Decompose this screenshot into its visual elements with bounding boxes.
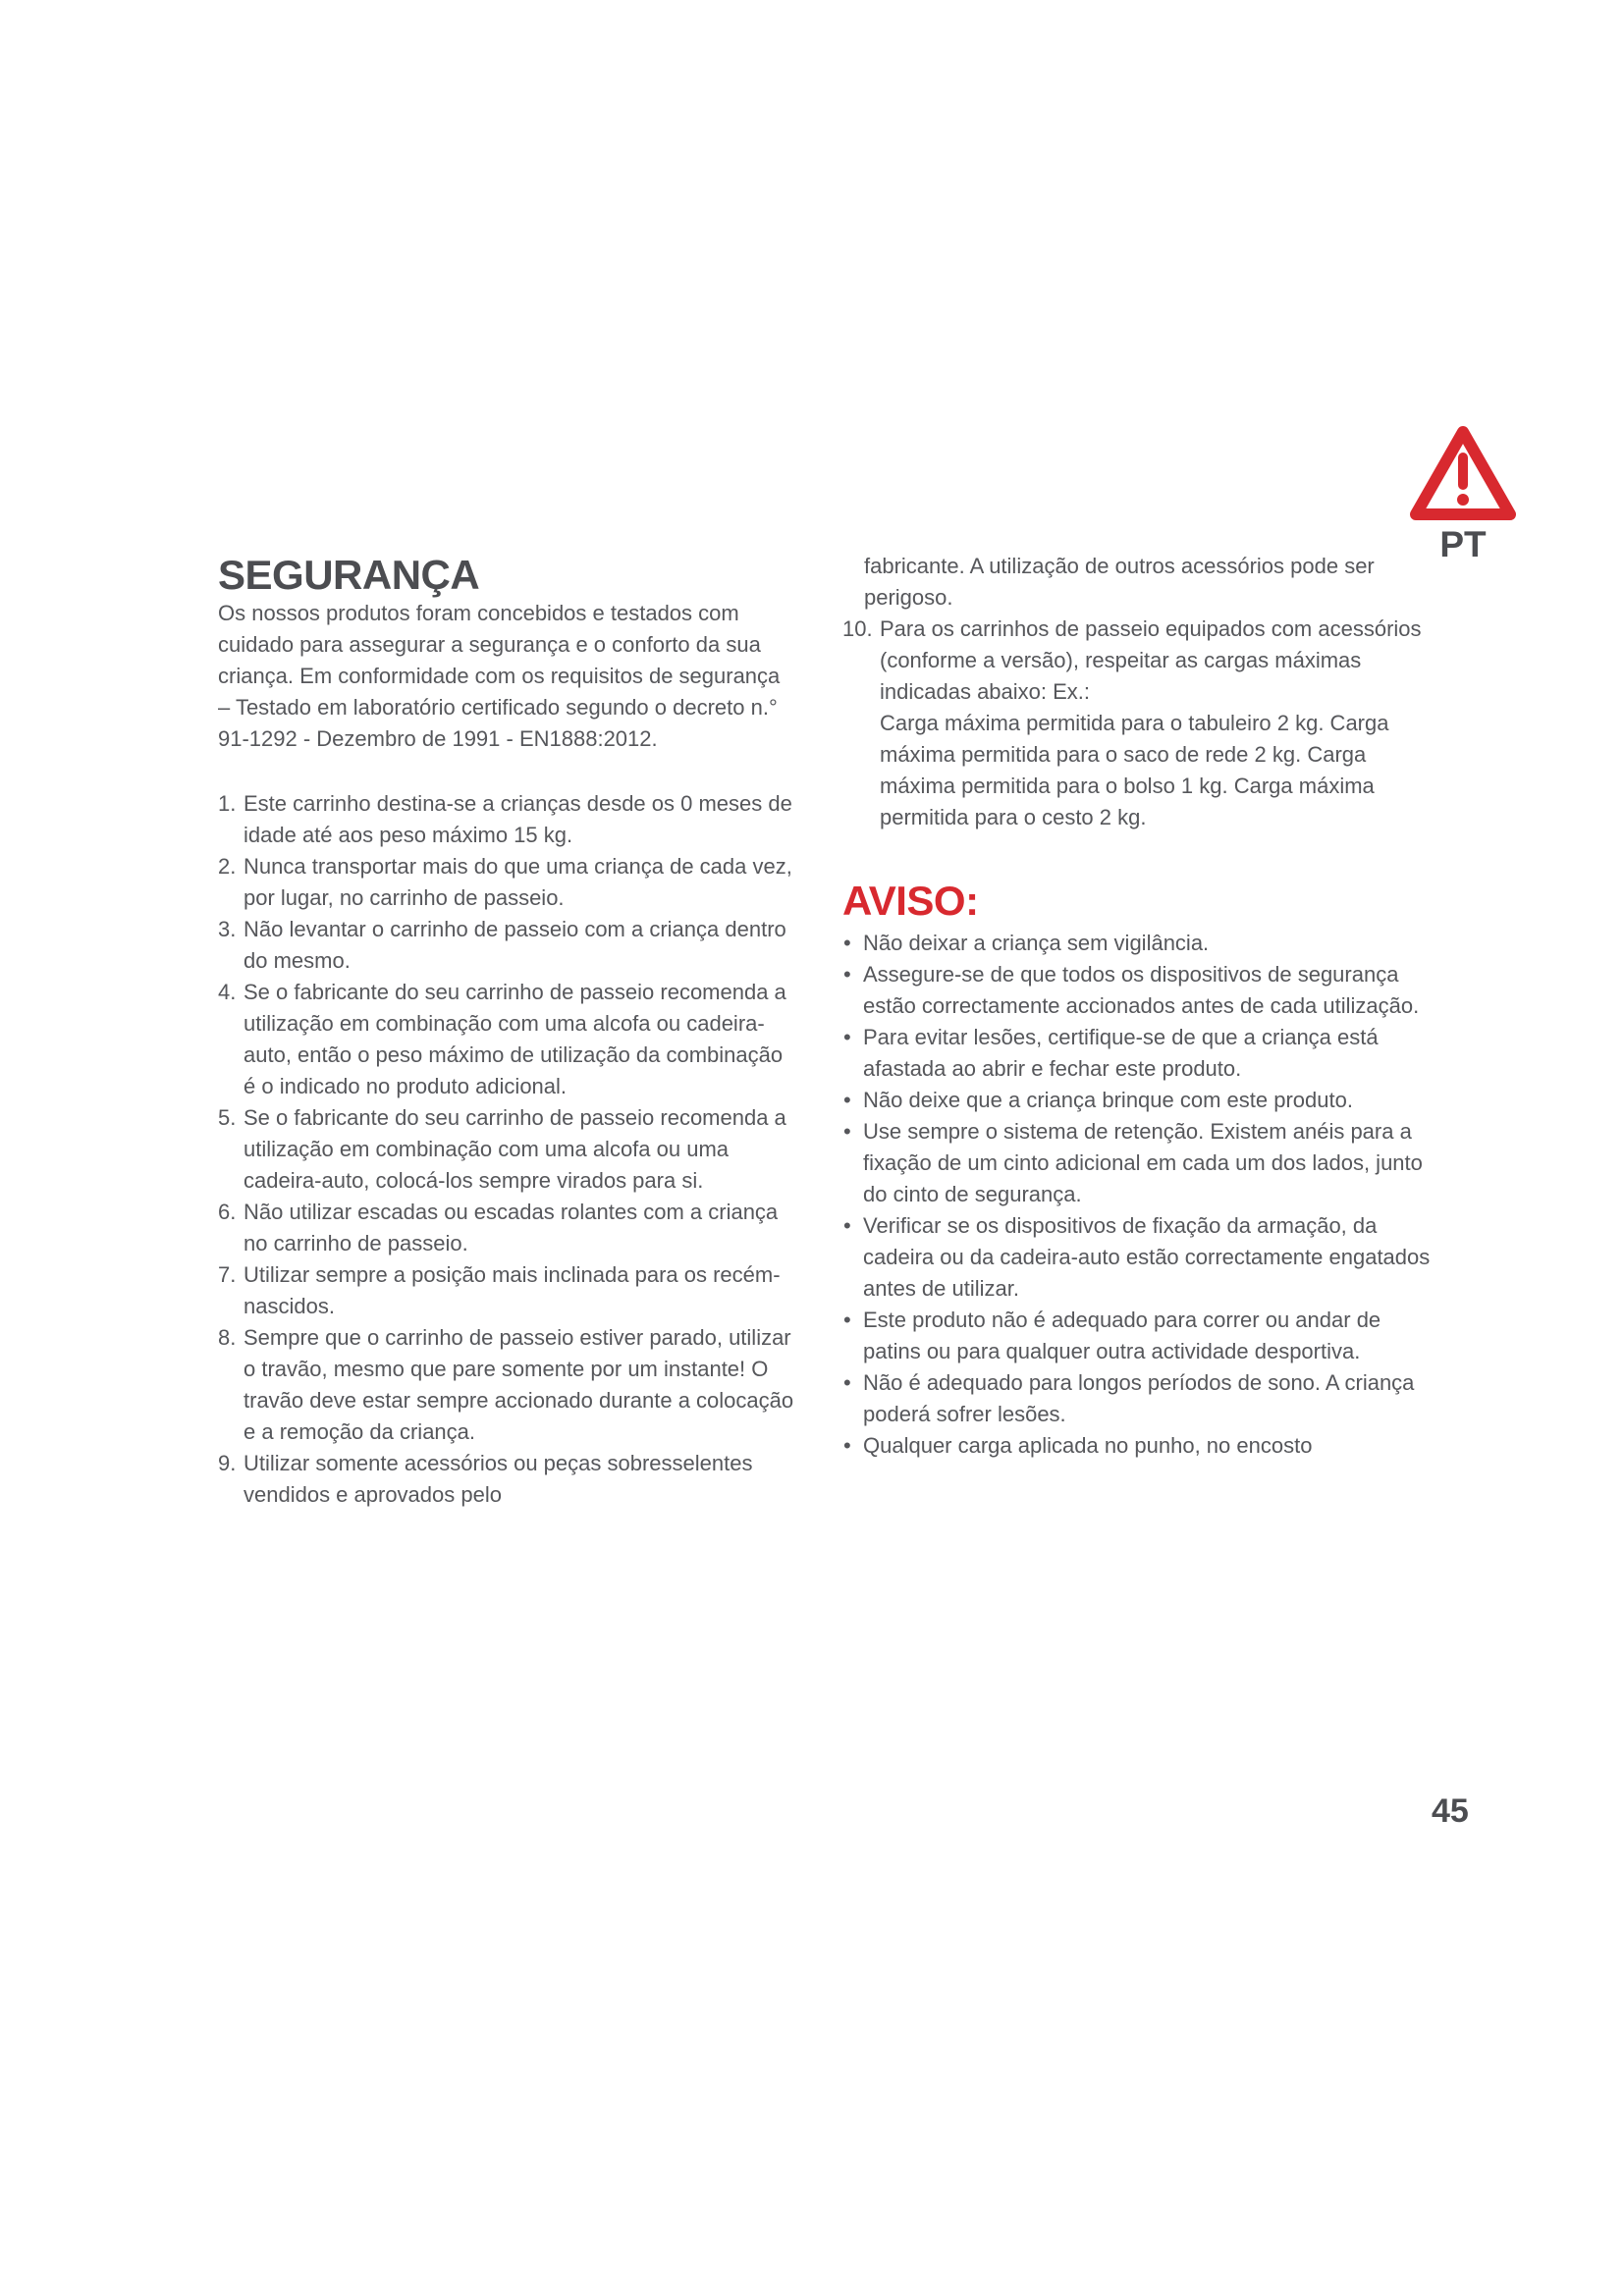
- list-item-number: 2.: [218, 854, 237, 879]
- list-item-number: 4.: [218, 980, 237, 1004]
- list-item-2: [218, 851, 797, 914]
- list-item-5: [218, 1102, 797, 1197]
- bullet-text: Não deixar a criança sem vigilância.: [863, 931, 1210, 955]
- warning-bullet-7: [842, 1305, 1432, 1367]
- list-item-text: Para os carrinhos de passeio equipados com acessórios (conforme a versão), respeitar as cargas máximas indicadas abaixo: Ex.:: [880, 616, 1422, 704]
- warning-bullet-2: [842, 959, 1432, 1022]
- list-item-number: 10.: [842, 616, 873, 641]
- bullet-text: Qualquer carga aplicada no punho, no encosto: [863, 1433, 1313, 1458]
- list-item-text: Sempre que o carrinho de passeio estiver parado, utilizar o travão, mesmo que pare somente por um instante! O travão deve estar sempre accionado durante a colocação e a remoção da criança.: [244, 1325, 794, 1444]
- page-number: 45: [1432, 1792, 1469, 1830]
- bullet-marker: •: [843, 1433, 851, 1458]
- item-9-continuation: fabricante. A utilização de outros acessórios pode ser perigoso.: [864, 554, 1375, 610]
- list-item-8: [218, 1322, 797, 1448]
- list-item-6: [218, 1197, 797, 1259]
- bullet-text: Não deixe que a criança brinque com este produto.: [863, 1088, 1353, 1112]
- warning-bullet-6: [842, 1210, 1432, 1305]
- list-item-text: Não levantar o carrinho de passeio com a criança dentro do mesmo.: [244, 917, 786, 973]
- bullet-marker: •: [843, 1088, 851, 1112]
- list-item-number: 5.: [218, 1105, 237, 1130]
- list-item-text: Nunca transportar mais do que uma criança de cada vez, por lugar, no carrinho de passeio.: [244, 854, 792, 910]
- list-item-example: Carga máxima permitida para o tabuleiro 2 kg. Carga máxima permitida para o saco de rede 2 kg. Carga máxima permitida para o bolso 1 kg. Carga máxima permitida para o cesto 2 kg.: [880, 711, 1389, 829]
- list-item-text: Este carrinho destina-se a crianças desde os 0 meses de idade até aos peso máximo 15 kg.: [244, 791, 792, 847]
- list-item-number: 7.: [218, 1262, 237, 1287]
- bullet-text: Verificar se os dispositivos de fixação da armação, da cadeira ou da cadeira-auto estão correctamente engatados antes de utilizar.: [863, 1213, 1431, 1301]
- list-item-number: 9.: [218, 1451, 237, 1475]
- bullet-marker: •: [843, 1119, 851, 1144]
- section-heading: SEGURANÇA: [218, 552, 480, 598]
- warning-triangle-icon: [1408, 424, 1518, 524]
- right-column: [842, 551, 1432, 1462]
- intro-paragraph: Os nossos produtos foram concebidos e testados com cuidado para assegurar a segurança e o conforto da sua criança. Em conformidade com os requisitos de segurança – Testado em laboratório certificado segundo o decreto n.° 91-1292 - Dezembro de 1991 - EN1888:2012.: [218, 601, 781, 751]
- warning-bullet-4: [842, 1085, 1432, 1116]
- bullet-text: Este produto não é adequado para correr ou andar de patins ou para qualquer outra actividade desportiva.: [863, 1308, 1381, 1363]
- bullet-marker: •: [843, 1025, 851, 1049]
- warning-bullet-9: [842, 1430, 1432, 1462]
- bullet-marker: •: [843, 962, 851, 987]
- bullet-marker: •: [843, 1370, 851, 1395]
- bullet-text: Assegure-se de que todos os dispositivos de segurança estão correctamente accionados antes de cada utilização.: [863, 962, 1420, 1018]
- warning-triangle-svg: [1408, 424, 1518, 524]
- warning-bullet-1: [842, 928, 1432, 959]
- bullet-text: Não é adequado para longos períodos de sono. A criança poderá sofrer lesões.: [863, 1370, 1415, 1426]
- language-badge: PT: [1439, 524, 1487, 564]
- warning-bullet-5: [842, 1116, 1432, 1210]
- list-item-text: Se o fabricante do seu carrinho de passeio recomenda a utilização em combinação com uma alcofa ou uma cadeira-auto, colocá-los sempre virados para si.: [244, 1105, 786, 1193]
- warning-bullet-8: [842, 1367, 1432, 1430]
- bullet-marker: •: [843, 1308, 851, 1332]
- list-item-text: Se o fabricante do seu carrinho de passeio recomenda a utilização em combinação com uma alcofa ou cadeira-auto, então o peso máximo de utilização da combinação é o indicado no produto adicional.: [244, 980, 786, 1098]
- list-item-text: Utilizar somente acessórios ou peças sobresselentes vendidos e aprovados pelo: [244, 1451, 753, 1507]
- list-item-9: [218, 1448, 797, 1511]
- bullet-text: Use sempre o sistema de retenção. Existem anéis para a fixação de um cinto adicional em cada um dos lados, junto do cinto de segurança.: [863, 1119, 1423, 1206]
- list-item-10: [842, 614, 1432, 833]
- list-item-3: [218, 914, 797, 977]
- list-item-number: 1.: [218, 791, 237, 816]
- bullet-marker: •: [843, 1213, 851, 1238]
- list-item-7: [218, 1259, 797, 1322]
- list-item-text: Não utilizar escadas ou escadas rolantes com a criança no carrinho de passeio.: [244, 1200, 779, 1255]
- warning-bullet-3: [842, 1022, 1432, 1085]
- list-item-number: 6.: [218, 1200, 237, 1224]
- list-item-4: [218, 977, 797, 1102]
- list-item-text: Utilizar sempre a posição mais inclinada para os recém-nascidos.: [244, 1262, 781, 1318]
- bullet-marker: •: [843, 931, 851, 955]
- bullet-text: Para evitar lesões, certifique-se de que a criança está afastada ao abrir e fechar este produto.: [863, 1025, 1379, 1081]
- list-item-1: [218, 788, 797, 851]
- warning-heading: AVISO:: [842, 878, 979, 924]
- left-column: [218, 553, 797, 1511]
- list-item-number: 8.: [218, 1325, 237, 1350]
- list-item-number: 3.: [218, 917, 237, 941]
